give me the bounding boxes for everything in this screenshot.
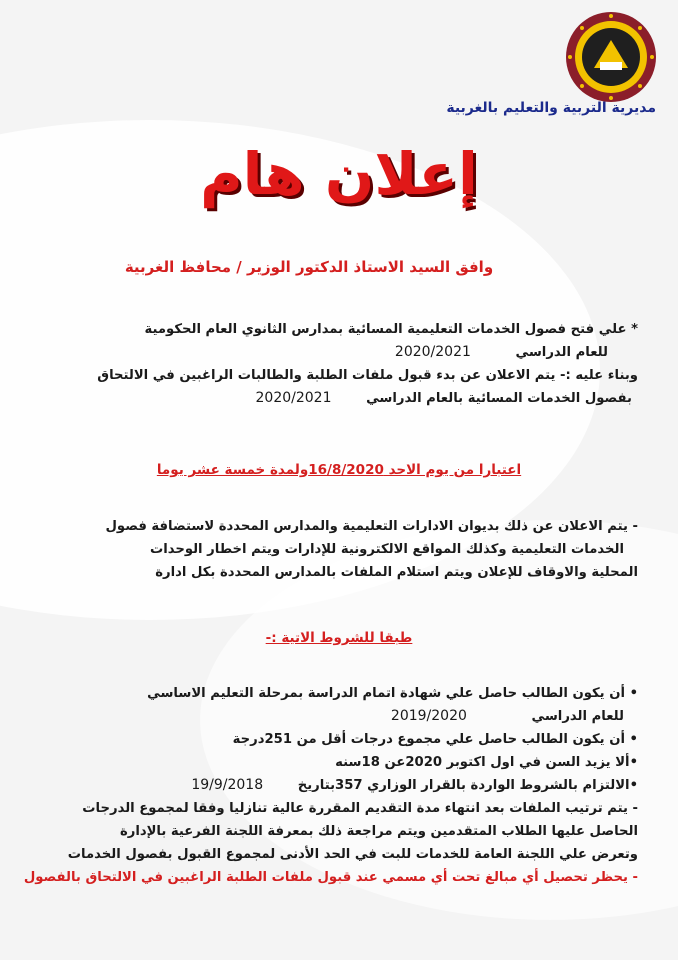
opening-line-2 [28, 341, 638, 364]
condition-1-year-value: 2019/2020 [390, 708, 467, 724]
emblem-logo-icon [564, 10, 658, 104]
condition-1-line-2 [28, 705, 638, 728]
fee-warning: - يحظر تحصيل أي مبالغ تحت أي مسمي عند قبول ملفات الطلبة الراغبين في الالتحاق بالفصول [23, 870, 638, 885]
condition-5-line-2: الحاصل عليها الطلاب المتقدمين ويتم مراجعة ذلك بمعرفة اللجنة الفرعية بالإدارة [119, 824, 638, 839]
condition-5-line-3: وتعرض علي اللجنة العامة للخدمات للبت في الحد الأدنى لمجموع القبول بفصول الخدمات [67, 847, 638, 862]
opening-section [28, 318, 638, 410]
academic-year-value: 2020/2021 [394, 344, 471, 360]
evening-services-label: بفصول الخدمات المسائية بالعام الدراسي [366, 391, 632, 406]
opening-line-4 [28, 387, 638, 410]
condition-4-date: 19/9/2018 [191, 777, 264, 793]
condition-4 [28, 774, 638, 797]
condition-2: • أن يكون الطالب حاصل علي مجموع درجات أقل من 251درجة [232, 732, 638, 747]
publication-line-1: - يتم الاعلان عن ذلك بديوان الادارات التعليمية والمدارس المحددة لاستضافة فصول [105, 519, 638, 534]
opening-line-3: وبناء عليه :- يتم الاعلان عن بدء قبول ملفات الطلبة والطالبات الراغبين في الالتحاق [97, 368, 638, 383]
evening-year-value: 2020/2021 [255, 390, 332, 406]
condition-5-line-1: - يتم ترتيب الملفات بعد انتهاء مدة التقديم المقررة عالية تنازليا وفقا لمجموع الدرجات [82, 801, 638, 816]
date-notice: اعتبارا من يوم الاحد 16/8/2020ولمدة خمسة عشر يوما [156, 462, 522, 478]
conditions-section [23, 682, 638, 889]
approval-line: وافق السيد الاستاذ الدكتور الوزير / محافظ الغربية [124, 258, 494, 276]
publication-section [28, 515, 638, 584]
publication-line-2: الخدمات التعليمية وكذلك المواقع الالكترونية للإدارات ويتم اخطار الوحدات [149, 542, 624, 557]
announcement-headline: إعلان هام [200, 140, 478, 208]
condition-1-year-label: للعام الدراسي [531, 709, 624, 724]
publication-line-3: المحلية والاوقاف للإعلان ويتم استلام الملفات بالمدارس المحددة بكل ادارة [155, 565, 638, 580]
opening-line-1: * علي فتح فصول الخدمات التعليمية المسائية بمدارس الثانوي العام الحكومية [144, 322, 638, 337]
condition-4-text: •الالتزام بالشروط الواردة بالقرار الوزاري 357بتاريخ [297, 778, 638, 793]
condition-1-line-1: • أن يكون الطالب حاصل علي شهادة اتمام الدراسة بمرحلة التعليم الاساسي [147, 686, 638, 701]
academic-year-label: للعام الدراسي [515, 345, 608, 360]
conditions-title: طبقا للشروط الاتية :- [265, 630, 413, 646]
condition-3: •ألا يزيد السن في اول اكتوبر 2020عن 18سنه [335, 755, 638, 770]
department-name: مديرية التربية والتعليم بالغربية [446, 100, 656, 116]
